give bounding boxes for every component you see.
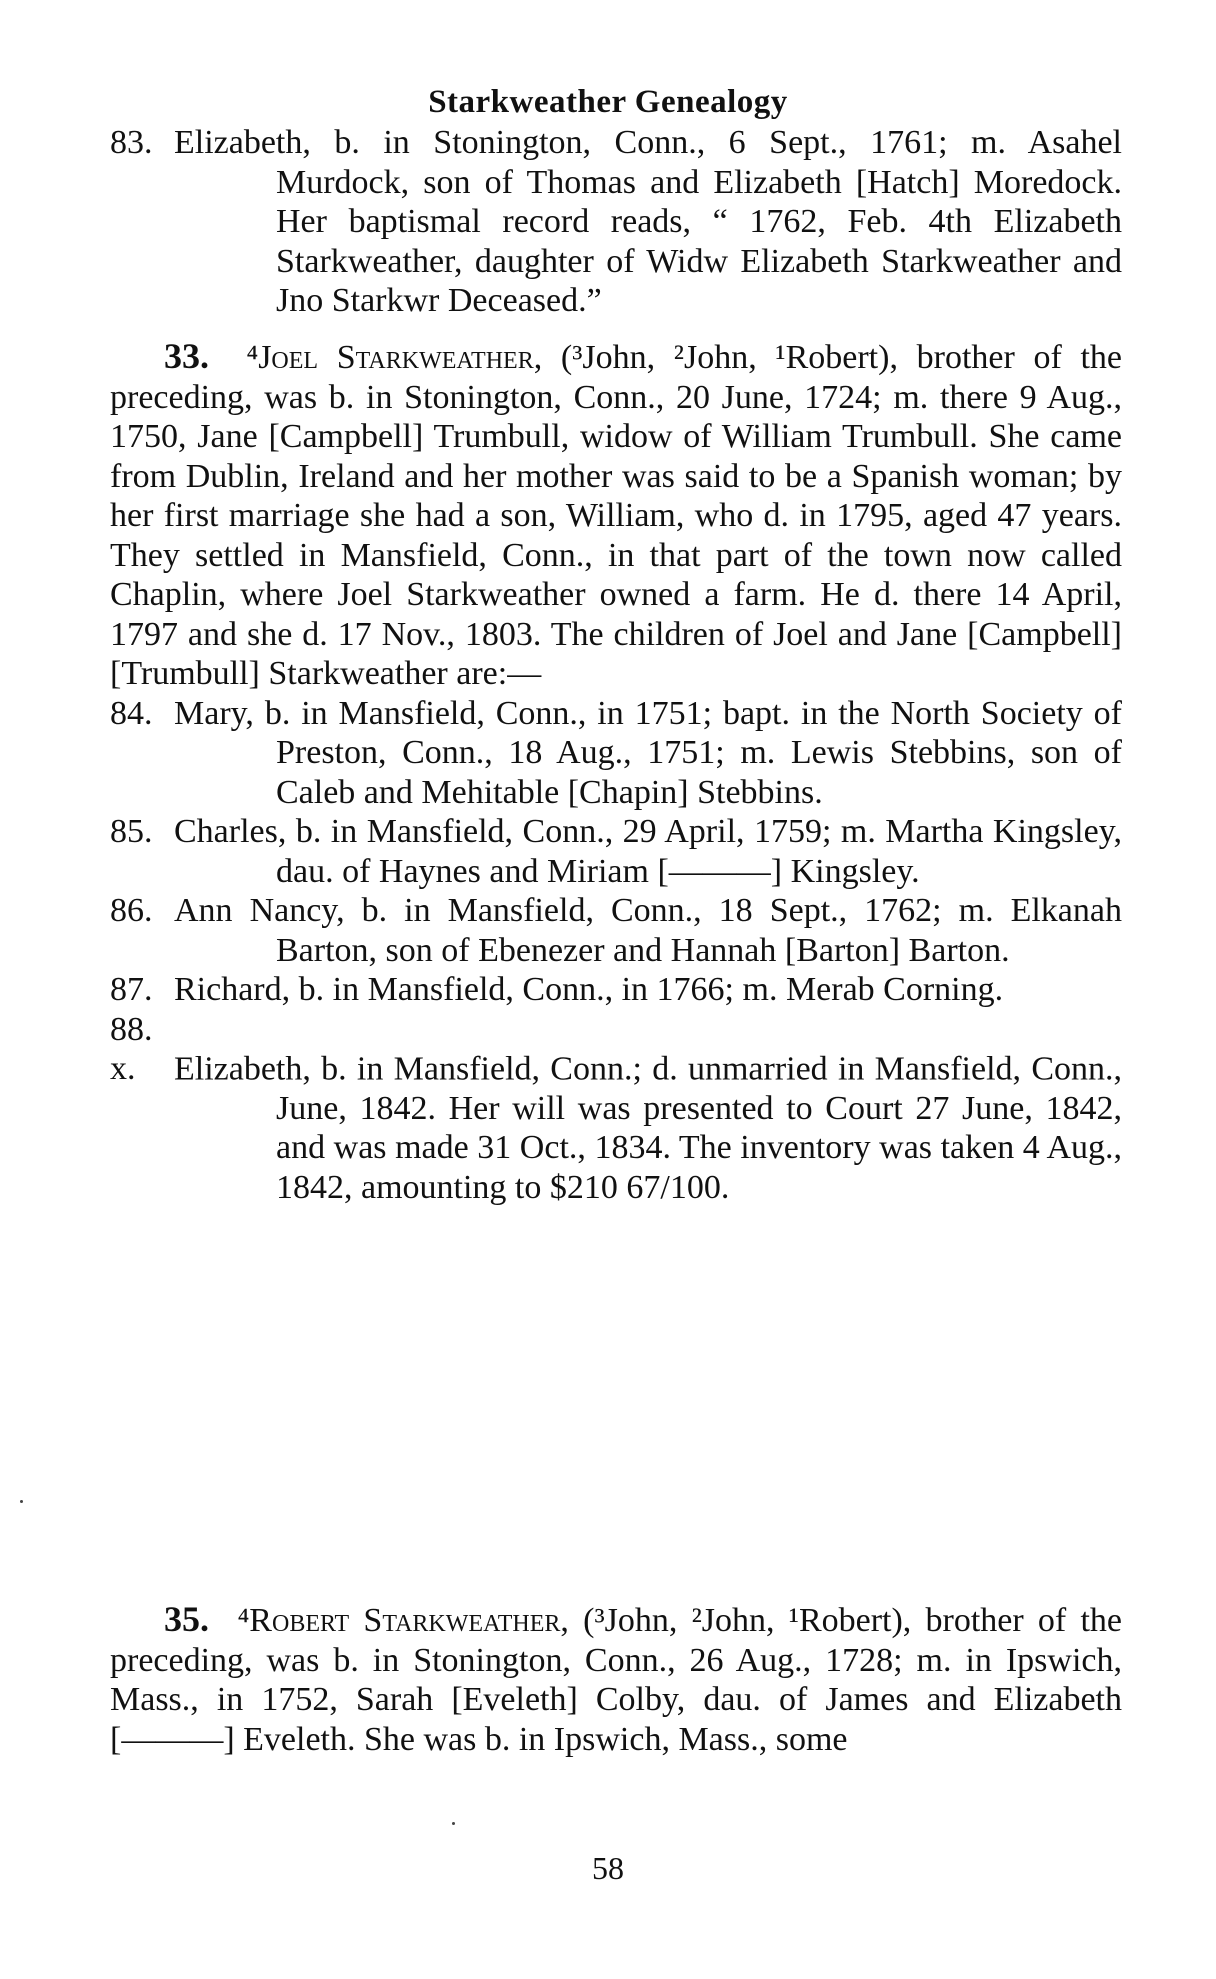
entry-text: Richard, b. in Mansfield, Conn., in 1766; m. Merab Corning. (174, 971, 1004, 1008)
entry-text: Elizabeth, b. in Mansfield, Conn.; d. unmarried in Mansfield, Conn., June, 1842. Her will was presented to Court 27 June, 1842, and was made 31 Oct., 1834. The inventory was taken 4 Aug., 1842, amounting to $210 67/100. (174, 1050, 1122, 1206)
paragraph-33 (110, 337, 1122, 1207)
paragraph-35 (110, 1600, 1122, 1759)
entries-83 (110, 123, 1122, 321)
paragraph-number: 35. (164, 1599, 209, 1639)
child-entry (110, 891, 1122, 970)
person-name: ⁴Joel Starkweather, (246, 339, 543, 376)
entry-text: Charles, b. in Mansfield, Conn., 29 April, 1759; m. Martha Kingsley, dau. of Haynes and Miriam [———] Kingsley. (174, 813, 1122, 890)
entry-number: 83. (110, 124, 153, 161)
entry-text: Mary, b. in Mansfield, Conn., in 1751; bapt. in the North Society of Preston, Conn., 18 Aug., 1751; m. Lewis Stebbins, son of Caleb and Mehitable [Chapin] Stebbins. (174, 694, 1122, 811)
entry-text: Ann Nancy, b. in Mansfield, Conn., 18 Sept., 1762; m. Elkanah Barton, son of Ebenezer and Hannah [Barton] Barton. (174, 892, 1122, 969)
child-entry (110, 123, 1122, 321)
page-number: 58 (592, 1850, 624, 1886)
entry-number: 85. (110, 813, 153, 850)
paragraph-35-body (110, 1600, 1122, 1759)
entry-number: 86. (110, 892, 153, 929)
running-head: Starkweather Genealogy (428, 84, 788, 120)
child-entry (110, 1010, 1122, 1208)
person-name: ⁴Robert Starkweather, (237, 1602, 569, 1639)
paragraph-number: 33. (164, 336, 209, 376)
scan-speck (452, 1822, 455, 1825)
paragraph-text: (³John, ²John, ¹Robert), brother of the preceding, was b. in Stonington, Conn., 20 June, 1724; m. there 9 Aug., 1750, Jane [Campbell] Trumbull, widow of William Trumbull. She came from Dublin, Ireland and her mother was said to be a Spanish woman; by her first marriage she had a son, William, who d. in 1795, aged 47 years. They settled in Mansfield, Conn., in that part of the town now called Chaplin, where Joel Starkweather owned a farm. He d. there 14 April, 1797 and she d. 17 Nov., 1803. The children of Joel and Jane [Campbell] [Trumbull] Starkweather are:— (110, 339, 1123, 692)
entry-text: Elizabeth, b. in Stonington, Conn., 6 Sept., 1761; m. Asahel Murdock, son of Thomas and Elizabeth [Hatch] Moredock. Her baptismal record reads, “ 1762, Feb. 4th Elizabeth Starkweather, daughter of Widw Elizabeth Starkweather and Jno Starkwr Deceased.” (174, 124, 1122, 319)
child-entry (110, 970, 1122, 1010)
entry-number: 88. x. (110, 1010, 153, 1087)
scan-speck (20, 1500, 23, 1503)
child-entry (110, 694, 1122, 813)
paragraph-text: (³John, ²John, ¹Robert), brother of the preceding, was b. in Stonington, Conn., 26 Aug., 1728; m. in Ipswich, Mass., in 1752, Sarah [Eveleth] Colby, dau. of James and Elizabeth [———] Eveleth. She was b. in Ipswich, Mass., some (110, 1602, 1123, 1758)
entry-number: 87. (110, 971, 153, 1008)
child-entry (110, 812, 1122, 891)
entry-number: 84. (110, 694, 153, 732)
paragraph-33-body (110, 337, 1122, 694)
